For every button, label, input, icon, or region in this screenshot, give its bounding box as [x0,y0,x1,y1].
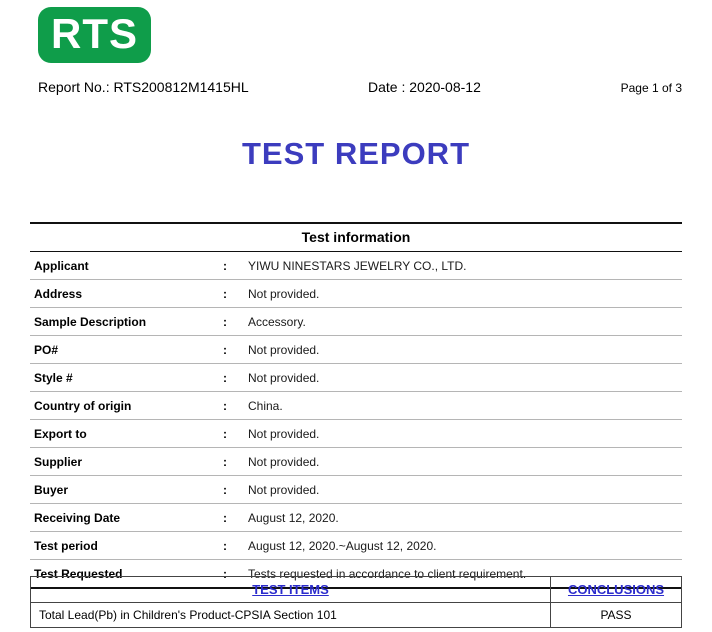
row-colon: : [202,280,248,308]
row-value: Not provided. [248,420,682,448]
table-row [30,364,682,392]
table-row [30,532,682,560]
table-row [30,252,682,280]
table-row [30,336,682,364]
row-label: Test Requested [30,560,202,589]
row-label: Applicant [30,252,202,280]
row-label: Address [30,280,202,308]
results-header-row [31,577,682,603]
table-row [30,392,682,420]
table-row [30,448,682,476]
row-label: Test period [30,532,202,560]
table-row [30,504,682,532]
row-value: August 12, 2020.~August 12, 2020. [248,532,682,560]
row-value: YIWU NINESTARS JEWELRY CO., LTD. [248,252,682,280]
row-colon: : [202,420,248,448]
row-label: PO# [30,336,202,364]
row-colon: : [202,308,248,336]
row-value: Not provided. [248,448,682,476]
row-label: Receiving Date [30,504,202,532]
table-row [30,420,682,448]
results-row [31,603,682,628]
row-label: Buyer [30,476,202,504]
row-value: China. [248,392,682,420]
row-value: Not provided. [248,476,682,504]
test-item: Total Lead(Pb) in Children's Product-CPSIA Section 101 [31,603,551,628]
row-colon: : [202,504,248,532]
row-value: Accessory. [248,308,682,336]
report-title: TEST REPORT [241,136,470,171]
row-label: Export to [30,420,202,448]
test-information-heading: Test information [30,223,682,252]
test-information-table [30,222,682,589]
row-value: Not provided. [248,336,682,364]
row-label: Style # [30,364,202,392]
table-row [30,308,682,336]
rts-logo-text: RTS [51,10,138,57]
table-row [30,476,682,504]
row-label: Supplier [30,448,202,476]
report-header [38,79,682,95]
test-results-table [30,576,682,628]
row-colon: : [202,448,248,476]
row-colon: : [202,560,248,589]
row-value: August 12, 2020. [248,504,682,532]
row-value: Tests requested in accordance to client requirement. [248,560,682,589]
rts-logo [38,7,151,63]
row-value: Not provided. [248,364,682,392]
row-label: Country of origin [30,392,202,420]
conclusions-header: CONCLUSIONS [551,577,682,603]
page-indicator: Page 1 of 3 [620,81,682,95]
report-number: Report No.: RTS200812M1415HL [38,79,249,95]
row-colon: : [202,392,248,420]
row-colon: : [202,364,248,392]
row-colon: : [202,476,248,504]
row-colon: : [202,252,248,280]
test-conclusion: PASS [551,603,682,628]
row-colon: : [202,336,248,364]
row-colon: : [202,532,248,560]
row-value: Not provided. [248,280,682,308]
table-row [30,280,682,308]
test-items-header: TEST ITEMS [31,577,551,603]
row-label: Sample Description [30,308,202,336]
table-heading-row [30,223,682,252]
report-date: Date : 2020-08-12 [368,79,481,95]
